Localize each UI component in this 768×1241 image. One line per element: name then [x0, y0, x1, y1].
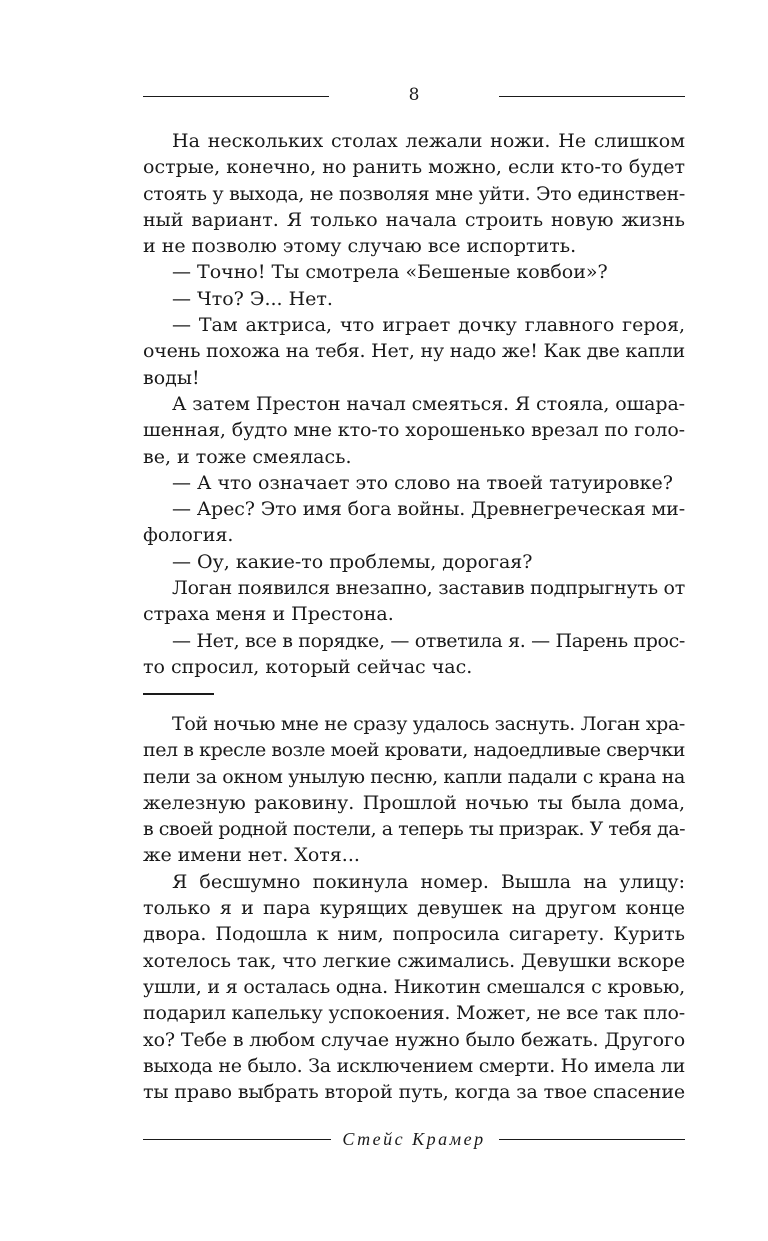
text-line: стоять у выхода, не позволяя мне уйти. Это единствен- [143, 182, 685, 205]
text-line: в своей родной постели, а теперь ты призрак. У тебя да- [143, 818, 685, 841]
text-line: — Что? Э... Нет. [172, 287, 333, 310]
text-line: — Оу, какие-то проблемы, дорогая? [172, 550, 533, 573]
text-line: то спросил, который сейчас час. [143, 655, 473, 678]
text-line: выхода не было. За исключением смерти. Но имела ли [143, 1054, 685, 1077]
text-line: — Точно! Ты смотрела «Бешеные ковбои»? [172, 261, 608, 284]
section-break-rule [143, 693, 214, 695]
text-line: хотелось так, что легкие сжимались. Девушки вскоре [143, 949, 685, 972]
text-line: Я бесшумно покинула номер. Вышла на улицу: [172, 870, 685, 893]
text-line: — А что означает это слово на твоей татуировке? [172, 471, 673, 494]
page-header [143, 82, 685, 112]
text-line: ве, и тоже смеялась. [143, 445, 352, 468]
section-1-text [143, 128, 685, 680]
text-line: пел в кресле возле моей кровати, надоедливые сверчки [143, 739, 685, 762]
text-line: очень похожа на тебя. Нет, ну надо же! Как две капли [143, 340, 685, 363]
text-line: пели за окном унылую песню, капли падали с крана на [143, 765, 685, 788]
text-line: воды! [143, 366, 200, 389]
text-line: подарил капельку успокоения. Может, не все так пло- [143, 1002, 685, 1025]
text-line: хо? Тебе в любом случае нужно было бежать. Другого [143, 1028, 685, 1051]
page-number: 8 [408, 85, 420, 105]
text-line: железную раковину. Прошлой ночью ты была дома, [143, 791, 685, 814]
header-rule-right [499, 96, 685, 97]
section-2-text [143, 711, 685, 1105]
text-line: — Нет, все в порядке, — ответила я. — Парень прос- [172, 629, 685, 652]
text-line: только я и пара курящих девушек на другом конце [143, 897, 685, 920]
text-line: А затем Престон начал смеяться. Я стояла, ошара- [172, 392, 685, 415]
text-line: двора. Подошла к ним, попросила сигарету. Курить [143, 923, 685, 946]
running-footer-author: Стейс Крамер [342, 1129, 486, 1149]
page-footer [143, 1125, 685, 1155]
text-line: фология. [143, 524, 234, 547]
text-line: ушли, и я осталась одна. Никотин смешался с кровью, [143, 975, 686, 998]
text-line: — Там актриса, что играет дочку главного героя, [172, 314, 685, 337]
text-line: и не позволю этому случаю все испортить. [143, 235, 577, 258]
text-line: шенная, будто мне кто-то хорошенько врезал по голо- [143, 419, 685, 442]
text-line: Логан появился внезапно, заставив подпрыгнуть от [172, 577, 685, 600]
text-line: — Арес? Это имя бога войны. Древнегреческая ми- [172, 498, 685, 521]
text-line: ты право выбрать второй путь, когда за твое спасение [143, 1081, 685, 1104]
text-line: На нескольких столах лежали ножи. Не слишком [172, 130, 685, 152]
text-line: же имени нет. Хотя... [143, 844, 360, 867]
text-line: острые, конечно, но ранить можно, если кто-то будет [143, 156, 685, 179]
text-line: ный вариант. Я только начала строить новую жизнь [143, 208, 685, 231]
footer-rule-right [499, 1139, 685, 1140]
text-line: Той ночью мне не сразу удалось заснуть. Логан хра- [172, 713, 685, 735]
text-line: страха меня и Престона. [143, 603, 394, 626]
